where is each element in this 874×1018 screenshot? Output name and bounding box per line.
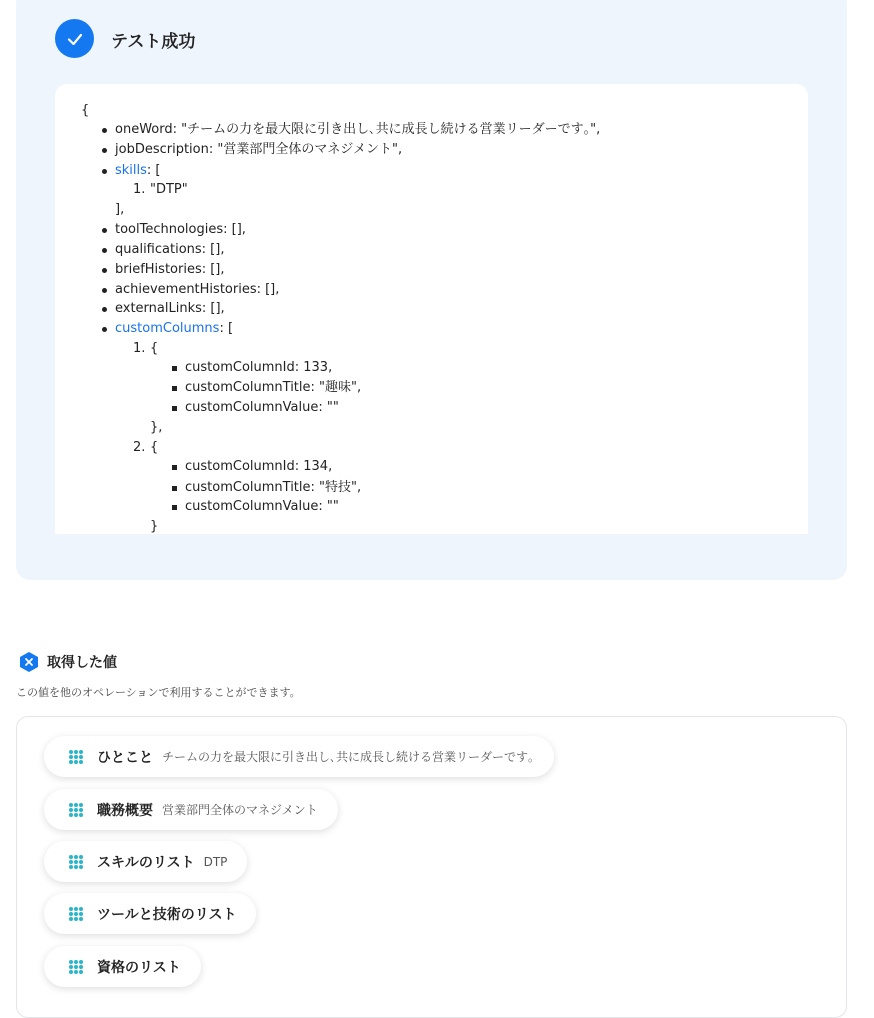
x-variable-icon xyxy=(18,651,40,673)
values-section-header xyxy=(18,651,117,673)
bullet xyxy=(102,327,107,332)
bullet xyxy=(102,307,107,312)
test-success-title: テスト成功 xyxy=(111,32,196,52)
json-open-brace: { xyxy=(81,103,90,118)
json-line-skills xyxy=(115,163,161,179)
value-chip-value: 営業部門全体のマネジメント xyxy=(162,803,318,817)
value-chip-value: チームの力を最大限に引き出し､共に成長し続ける営業リーダーです｡ xyxy=(162,750,535,764)
square-bullet xyxy=(172,386,177,391)
json-col2-title: customColumnTitle: "特技", xyxy=(185,480,362,495)
json-col2-close: } xyxy=(150,519,159,534)
value-chip-tools[interactable] xyxy=(44,893,256,934)
json-line-tooltechnologies: toolTechnologies: [], xyxy=(115,222,246,237)
value-chip-label: ひとこと xyxy=(97,749,153,766)
value-chip-label: 職務概要 xyxy=(97,802,153,819)
value-chip-value: DTP xyxy=(203,854,228,869)
grid-dots-icon xyxy=(68,802,84,818)
json-line-qualifications: qualifications: [], xyxy=(115,242,225,257)
json-line-oneword: oneWord: "チームの力を最大限に引き出し､共に成長し続ける営業リーダーです｡", xyxy=(115,122,601,137)
customcolumns-key-link[interactable]: customColumns xyxy=(115,321,220,336)
json-col2-value: customColumnValue: "" xyxy=(185,499,339,514)
json-line-jobdescription: jobDescription: "営業部門全体のマネジメント", xyxy=(115,142,403,157)
json-output-box[interactable] xyxy=(55,84,808,534)
json-col1-value: customColumnValue: "" xyxy=(185,400,339,415)
value-chip-label: 資格のリスト xyxy=(97,959,181,976)
json-line-externallinks: externalLinks: [], xyxy=(115,301,225,316)
customcolumns-open: : [ xyxy=(219,321,234,336)
bullet xyxy=(102,148,107,153)
square-bullet xyxy=(172,505,177,510)
value-chip-label: スキルのリスト xyxy=(97,854,195,871)
list-number: 1. xyxy=(133,341,146,356)
list-number: 1. xyxy=(133,182,146,197)
list-number: 2. xyxy=(133,440,146,455)
square-bullet xyxy=(172,366,177,371)
bullet xyxy=(102,288,107,293)
value-chip-qualifications[interactable] xyxy=(44,946,201,987)
values-section-description: この値を他のオペレーションで利用することができます。 xyxy=(16,686,301,699)
grid-dots-icon xyxy=(68,959,84,975)
json-line-briefhistories: briefHistories: [], xyxy=(115,262,225,277)
json-col2-id: customColumnId: 134, xyxy=(185,459,333,474)
json-col1-id: customColumnId: 133, xyxy=(185,360,333,375)
json-line-customcolumns xyxy=(115,321,233,337)
value-chip-label: ツールと技術のリスト xyxy=(97,906,237,923)
square-bullet xyxy=(172,406,177,411)
json-col1-close: }, xyxy=(150,420,163,435)
json-col1-title: customColumnTitle: "趣味", xyxy=(185,380,362,395)
skills-key-link[interactable]: skills xyxy=(115,163,147,178)
grid-dots-icon xyxy=(68,906,84,922)
bullet xyxy=(102,169,107,174)
json-col1-open: { xyxy=(150,341,159,356)
value-chip-hitokoto[interactable] xyxy=(44,736,554,777)
value-chip-job-summary[interactable] xyxy=(44,789,338,830)
bullet xyxy=(102,268,107,273)
bullet xyxy=(102,228,107,233)
grid-dots-icon xyxy=(68,749,84,765)
bullet xyxy=(102,128,107,133)
grid-dots-icon xyxy=(68,854,84,870)
json-line-achievementhistories: achievementHistories: [], xyxy=(115,282,280,297)
square-bullet xyxy=(172,465,177,470)
bullet xyxy=(102,248,107,253)
json-skills-close: ], xyxy=(115,202,125,217)
json-skill-item: "DTP" xyxy=(150,182,188,197)
json-col2-open: { xyxy=(150,440,159,455)
values-section-title: 取得した値 xyxy=(47,655,117,671)
square-bullet xyxy=(172,486,177,491)
check-icon xyxy=(55,19,94,58)
skills-open: : [ xyxy=(146,163,161,178)
value-chip-skills[interactable] xyxy=(44,841,247,882)
